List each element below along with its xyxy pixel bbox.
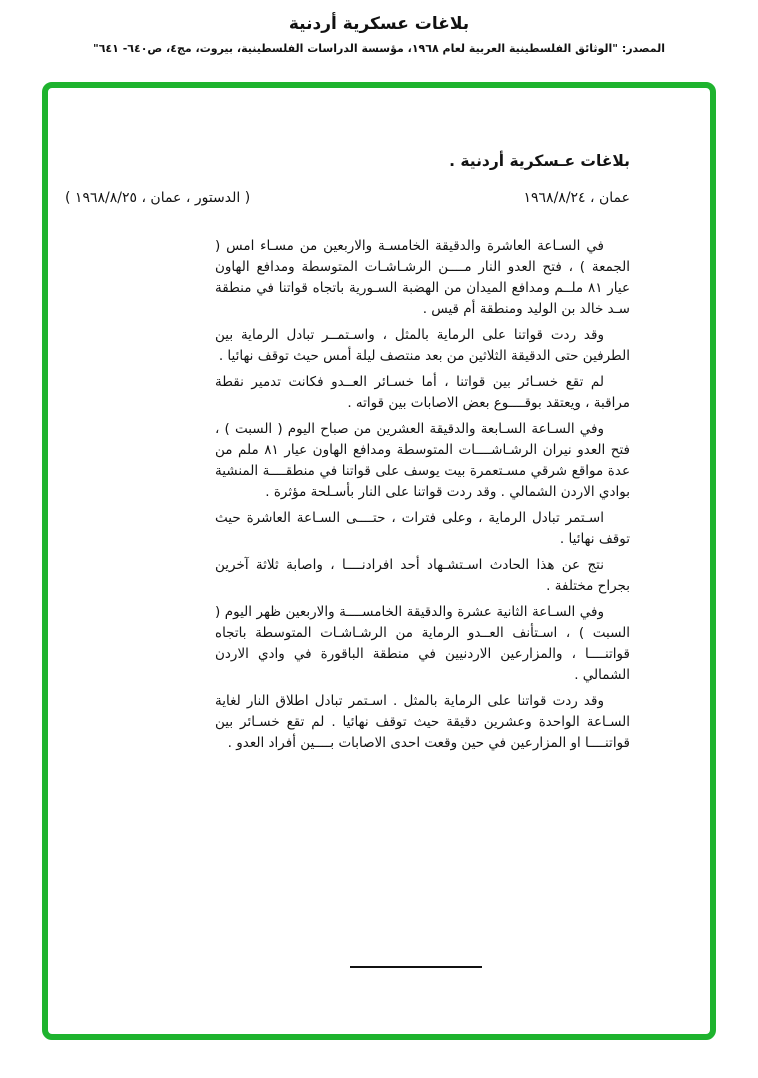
communique-heading: بلاغات عـسكرية أردنية . — [449, 152, 630, 170]
document-frame — [42, 82, 716, 1040]
communique-paragraph: وفي السـاعة السـابعة والدقيقة العشرين من صباح اليوم ( السبت ) ، فتح العدو نيران الرشـاشــــات المتوسطة ومدافع الهاون عيار ٨١ ملم من عدة مواقع شرقي مسـتعمرة بيت يوسف على قواتنا في منطقــــة المنشية بوادي الاردن الشمالي . وقد ردت قواتنا على النار بأسـلحة مؤثرة . — [215, 421, 630, 500]
communique-paragraph: لم تقع خسـائر بين قواتنا ، أما خسـائر العــدو فكانت تدمير نقطة مراقبة ، ويعتقد بوقــــوع بعض الاصابات بين قواته . — [215, 374, 630, 411]
source-citation: المصدر: "الوثائق الفلسطينية العربية لعام ١٩٦٨، مؤسسة الدراسات الفلسطينية، بيروت، مج٤، ص٦٤٠- ٦٤١" — [92, 42, 666, 55]
dateline-source-ref: ( الدستور ، عمان ، ١٩٦٨/٨/٢٥ ) — [65, 190, 251, 206]
dateline-place-date: عمان ، ١٩٦٨/٨/٢٤ — [523, 190, 630, 206]
communique-paragraph: وفي السـاعة الثانية عشرة والدقيقة الخامســــة والاربعين ظهر اليوم ( السبت ) ، اسـتأنف العــدو الرماية من الرشـاشـات المتوسطة باتجاه قواتنــــا ، والمزارعين الاردنيين في منطقة الباقورة في وادي الاردن الشمالي . — [215, 604, 630, 683]
page-title: بلاغات عسكرية أردنية — [288, 14, 470, 34]
communique-paragraph: نتج عن هذا الحادث اسـتشـهاد أحد افرادنــــا ، واصابة ثلاثة آخرين بجراح مختلفة . — [215, 557, 630, 594]
communique-paragraph: اسـتمر تبادل الرماية ، وعلى فترات ، حتــــى السـاعة العاشرة حيث توقف نهائيا . — [215, 510, 630, 547]
end-divider — [350, 966, 482, 968]
communique-paragraph: في السـاعة العاشرة والدقيقة الخامسـة والاربعين من مسـاء امس ( الجمعة ) ، فتح العدو النار مــــن الرشـاشـات المتوسطة ومدافع الهاون عيار ٨١ ملــم ومدافع الميدان من الهضبة السـورية باتجاه قواتنا في منطقة سـد خالد بن الوليد ومنطقة أم قيس . — [215, 238, 630, 317]
dateline — [65, 190, 630, 206]
communique-paragraph: وقد ردت قواتنا على الرماية بالمثل . اسـتمر تبادل اطلاق النار لغاية السـاعة الواحدة وعشرين دقيقة حيث توقف نهائيا . لم تقع خسـائر بين قواتنــــا او المزارعين في حين وقعت احدى الاصابات بــــين أفراد العدو . — [215, 693, 630, 751]
communique-body — [215, 236, 630, 759]
communique-paragraph: وقد ردت قواتنا على الرماية بالمثل ، واسـتمــر تبادل الرماية بين الطرفين حتى الدقيقة الثلاثين من بعد منتصف ليلة أمس حيث توقف نهائيا . — [215, 327, 630, 364]
page-header — [0, 14, 758, 55]
